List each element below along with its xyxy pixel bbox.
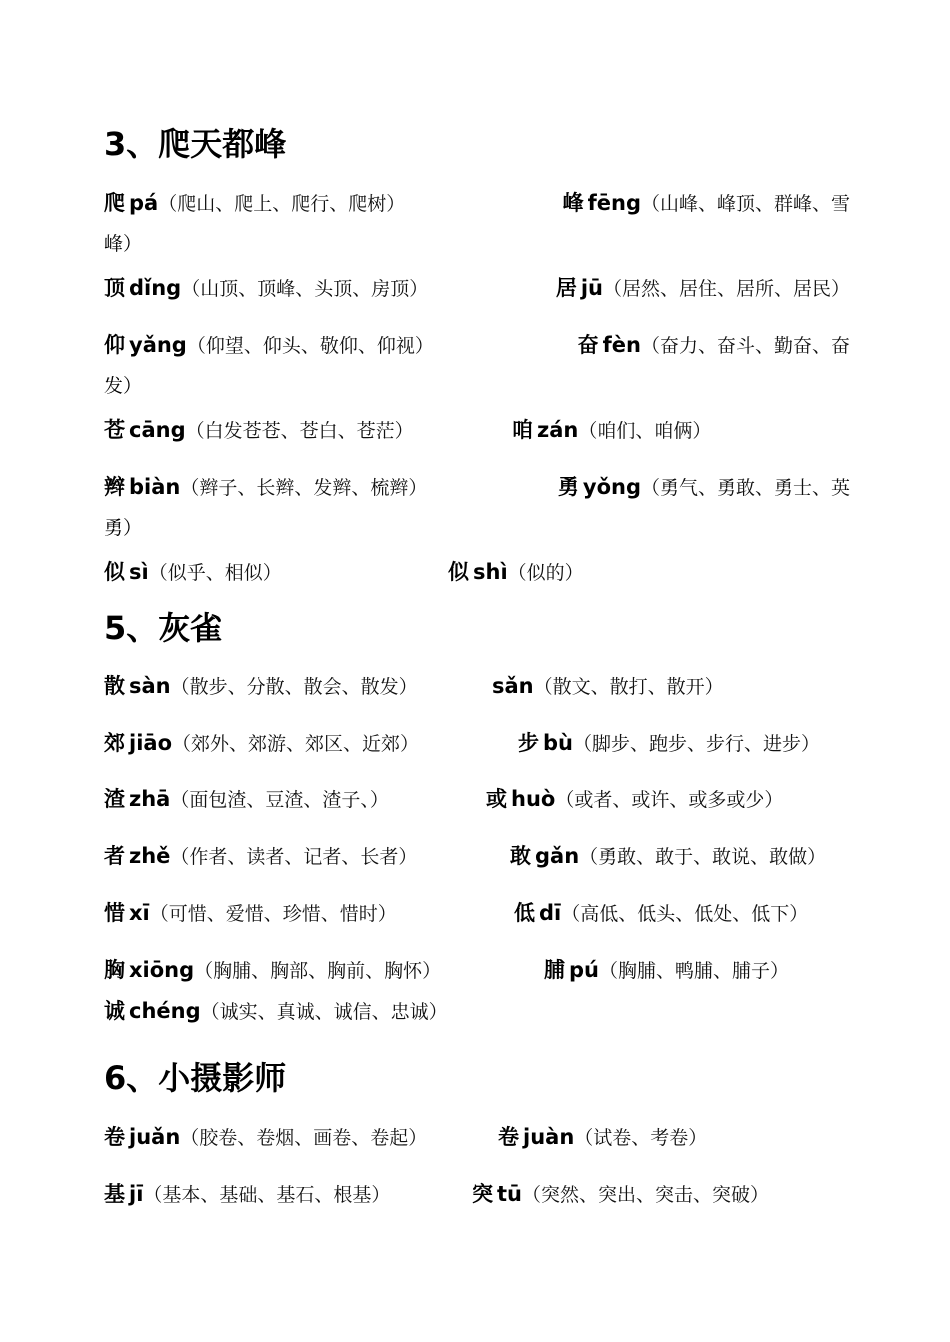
- entry-examples: （散文、散打、散开）: [533, 676, 724, 698]
- entry-examples: （基本、基础、基石、根基）: [143, 1184, 391, 1206]
- section-title: 5、灰雀: [104, 609, 223, 647]
- entry-pinyin: yǒng: [582, 475, 641, 499]
- vocab-entry: [510, 843, 826, 870]
- entry-char: 低: [514, 901, 535, 925]
- entry-pinyin: fèn: [602, 333, 641, 357]
- entry-examples: （胸脯、胸部、胸前、胸怀）: [194, 960, 442, 982]
- entry-char: 似: [104, 560, 125, 584]
- entry-char: 咱: [512, 418, 533, 442]
- entry-char: 散: [104, 674, 125, 698]
- entry-examples: （郊外、郊游、郊区、近郊）: [172, 733, 420, 755]
- entry-pinyin: chéng: [129, 999, 201, 1023]
- entry-examples: （勇气、勇敢、勇士、英: [640, 477, 850, 499]
- vocab-entry: [104, 786, 389, 813]
- entry-pinyin: juàn: [523, 1125, 575, 1149]
- entry-examples: （似的）: [507, 562, 584, 584]
- vocab-entry: [518, 730, 820, 757]
- entry-char: 胸: [104, 958, 125, 982]
- entry-char: 者: [104, 844, 125, 868]
- entry-examples: （爬山、爬上、爬行、爬树）: [158, 193, 406, 215]
- vocab-entry: [104, 957, 441, 984]
- vocab-entry: [104, 1181, 390, 1208]
- entry-pinyin: tū: [497, 1182, 522, 1206]
- entry-pinyin: huò: [511, 787, 556, 811]
- entry-pinyin: dī: [539, 901, 562, 925]
- entry-row: [104, 1124, 850, 1150]
- vocab-entry: [104, 730, 419, 757]
- entry-row: [104, 474, 850, 500]
- vocab-entry: [492, 673, 724, 700]
- entry-pinyin: xiōng: [129, 958, 195, 982]
- entry-row: [104, 417, 850, 443]
- entry-examples: （居然、居住、居所、居民）: [602, 278, 850, 300]
- entry-char: 敢: [510, 844, 531, 868]
- vocab-entry: [104, 474, 427, 501]
- entry-char: 辫: [104, 475, 125, 499]
- entry-row: [104, 730, 850, 756]
- entry-examples: （突然、突出、突击、突破）: [522, 1184, 770, 1206]
- vocab-entry: [498, 1124, 707, 1151]
- entry-row: [104, 559, 850, 585]
- vocab-entry: [104, 275, 428, 302]
- entry-examples: （辫子、长辫、发辫、梳辫）: [180, 477, 428, 499]
- vocab-entry: [514, 900, 808, 927]
- entry-char: 卷: [104, 1125, 125, 1149]
- entry-pinyin: yǎng: [129, 333, 187, 357]
- entry-examples: （试卷、考卷）: [574, 1127, 708, 1149]
- vocab-entry: [512, 417, 711, 444]
- vocab-entry: [448, 559, 584, 586]
- vocab-entry: [104, 332, 434, 359]
- entry-pinyin: zhě: [129, 844, 171, 868]
- entry-char: 惜: [104, 901, 125, 925]
- entry-row: [104, 673, 850, 699]
- vocab-entry: [544, 957, 789, 984]
- entry-examples: （作者、读者、记者、长者）: [170, 846, 418, 868]
- entry-char: 奋: [577, 333, 599, 357]
- entry-pinyin: xī: [129, 901, 150, 925]
- entry-char: 仰: [104, 333, 125, 357]
- entry-row: [104, 1181, 850, 1207]
- entry-pinyin: sǎn: [492, 674, 534, 698]
- entry-row: [104, 998, 850, 1024]
- vocab-entry: [104, 900, 397, 927]
- vocab-entry: [104, 843, 417, 870]
- section-title: 6、小摄影师: [104, 1059, 287, 1097]
- entry-char: 郊: [104, 731, 125, 755]
- entry-pinyin: jiāo: [129, 731, 172, 755]
- entry-pinyin: shì: [473, 560, 508, 584]
- entry-pinyin: jū: [580, 276, 603, 300]
- entry-char: 爬: [104, 191, 125, 215]
- entry-pinyin: pú: [569, 958, 599, 982]
- entry-examples: （胶卷、卷烟、画卷、卷起）: [180, 1127, 428, 1149]
- entry-examples: （勇敢、敢于、敢说、敢做）: [579, 846, 827, 868]
- entry-char: 峰: [562, 191, 584, 215]
- entry-char: 诚: [104, 999, 125, 1023]
- vocab-entry: [104, 1124, 427, 1151]
- entry-pinyin: gǎn: [535, 844, 580, 868]
- entry-pinyin: zhā: [129, 787, 171, 811]
- entry-char: 渣: [104, 787, 125, 811]
- vocab-entry: [486, 786, 783, 813]
- entry-pinyin: pá: [129, 191, 159, 215]
- entry-pinyin: zán: [537, 418, 579, 442]
- vocab-entry: [578, 332, 850, 359]
- vocab-entry: [563, 190, 850, 217]
- entry-examples: （可惜、爱惜、珍惜、惜时）: [149, 903, 397, 925]
- entry-examples: （散步、分散、散会、散发）: [170, 676, 418, 698]
- entry-char: 或: [486, 787, 507, 811]
- entry-pinyin: cāng: [129, 418, 186, 442]
- entry-row: [104, 843, 850, 869]
- entry-pinyin: juǎn: [129, 1125, 181, 1149]
- entry-examples: （山峰、峰顶、群峰、雪: [640, 193, 850, 215]
- vocab-entry: [104, 559, 282, 586]
- entry-continuation: 峰）: [104, 233, 143, 255]
- vocab-entry: [104, 417, 414, 444]
- entry-pinyin: bù: [543, 731, 573, 755]
- entry-row: [104, 786, 850, 812]
- entry-row: [104, 900, 850, 926]
- entry-char: 顶: [104, 276, 125, 300]
- entry-pinyin: sàn: [129, 674, 171, 698]
- vocab-entry: [104, 190, 405, 217]
- entry-continuation: 发）: [104, 375, 143, 397]
- entry-char: 基: [104, 1182, 125, 1206]
- entry-examples: （诚实、真诚、诚信、忠诚）: [200, 1001, 448, 1023]
- entry-examples: （脚步、跑步、步行、进步）: [572, 733, 820, 755]
- entry-char: 勇: [557, 475, 579, 499]
- entry-row: [104, 190, 850, 216]
- entry-row: [104, 957, 850, 983]
- entry-pinyin: dǐng: [129, 276, 182, 300]
- entry-row: [104, 275, 850, 301]
- entry-char: 突: [472, 1182, 493, 1206]
- vocab-entry: [558, 474, 850, 501]
- entry-examples: （仰望、仰头、敬仰、仰视）: [186, 335, 434, 357]
- entry-pinyin: biàn: [129, 475, 181, 499]
- entry-examples: （似乎、相似）: [148, 562, 282, 584]
- vocab-entry: [104, 998, 448, 1025]
- entry-examples: （或者、或许、或多或少）: [555, 789, 784, 811]
- vocab-entry: [104, 673, 418, 700]
- entry-char: 居: [555, 276, 577, 300]
- entry-pinyin: jī: [129, 1182, 144, 1206]
- section-title: 3、爬天都峰: [104, 125, 287, 163]
- entry-pinyin: sì: [129, 560, 149, 584]
- entry-examples: （奋力、奋斗、勤奋、奋: [640, 335, 850, 357]
- entry-char: 步: [518, 731, 539, 755]
- vocab-entry: [556, 275, 850, 302]
- entry-examples: （高低、低头、低处、低下）: [561, 903, 809, 925]
- entry-row: [104, 332, 850, 358]
- entry-char: 脯: [544, 958, 565, 982]
- entry-examples: （面包渣、豆渣、渣子、）: [170, 789, 389, 811]
- entry-char: 似: [448, 560, 469, 584]
- entry-examples: （咱们、咱俩）: [578, 420, 712, 442]
- entry-char: 苍: [104, 418, 125, 442]
- entry-continuation: 勇）: [104, 517, 143, 539]
- entry-examples: （山顶、顶峰、头顶、房顶）: [181, 278, 429, 300]
- vocab-entry: [472, 1181, 769, 1208]
- entry-char: 卷: [498, 1125, 519, 1149]
- entry-examples: （白发苍苍、苍白、苍茫）: [185, 420, 414, 442]
- entry-examples: （胸脯、鸭脯、脯子）: [598, 960, 789, 982]
- entry-pinyin: fēng: [587, 191, 641, 215]
